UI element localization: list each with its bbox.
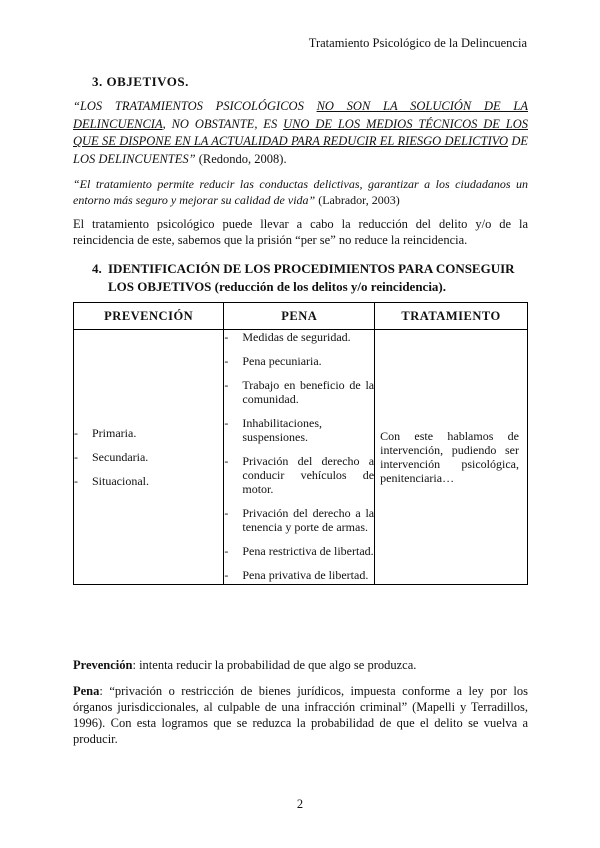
page-number: 2 [296, 797, 304, 811]
pena-list [224, 330, 374, 582]
list-item: - Privación del derecho a conducir vehículos de motor. [224, 454, 374, 496]
quote-source: (Redondo, 2008). [195, 151, 287, 166]
prevencion-cell [74, 330, 224, 585]
pena-definition [73, 683, 528, 747]
list-item: - Pena privativa de libertad. [224, 568, 374, 582]
header-pena: PENA [224, 303, 375, 330]
section-4-heading-line2: LOS OBJETIVOS (reducción de los delitos y/o reincidencia). [108, 278, 447, 294]
section-4-number: 4. [92, 261, 102, 276]
quote-underlined-2: UNO DE LOS MEDIOS TÉCNICOS DE LOS QUE SE DISPONE EN LA ACTUALIDAD PARA REDUCIR EL RIESGO DELICTIVO [73, 116, 528, 148]
prevencion-definition [73, 658, 416, 673]
list-item: - Pena pecuniaria. [224, 354, 374, 368]
list-item: - Medidas de seguridad. [224, 330, 374, 344]
header-prevencion: PREVENCIÓN [74, 303, 224, 330]
table-row [74, 330, 528, 585]
pena-cell [224, 330, 375, 585]
list-item: - Privación del derecho a la tenencia y porte de armas. [224, 506, 374, 534]
tratamiento-cell [375, 330, 528, 585]
procedures-table [73, 302, 528, 585]
header-tratamiento: TRATAMIENTO [375, 303, 528, 330]
pena-definition-text: : “privación o restricción de bienes jurídicos, impuesta conforme a ley por los órganos jurisdiccionales, al culpable de una infracción criminal” (Mapelli y Terradillos, 1996). Con esta logramos que se reduzca la probabilidad de que el delito se vuelva a producir. [73, 684, 528, 746]
quote-text-close: DE LOS DELINCUENTES” [73, 134, 529, 166]
objectives-paragraph: El tratamiento psicológico puede llevar a cabo la reducción del delito y/o de la reincidencia de este, sabemos que la prisión “per se” no reduce la reincidencia. [73, 217, 528, 247]
running-header: Tratamiento Psicológico de la Delincuencia [308, 36, 527, 50]
quote2-text: “El tratamiento permite reducir las conductas delictivas, garantizar a los ciudadanos un entorno más seguro y mejorar su calidad de vida” [73, 177, 528, 207]
list-item: - Trabajo en beneficio de la comunidad. [224, 378, 374, 406]
list-item: - Secundaria. [74, 450, 223, 464]
prevencion-term: Prevención [73, 658, 133, 672]
prevencion-list [74, 426, 223, 488]
quote2-source: (Labrador, 2003) [315, 193, 400, 207]
list-item: - Primaria. [74, 426, 223, 440]
pena-term: Pena [73, 684, 100, 698]
section-4-heading [92, 260, 528, 295]
section-4-heading-line1: IDENTIFICACIÓN DE LOS PROCEDIMIENTOS PARA CONSEGUIR [108, 261, 515, 276]
quote-text-mid: , NO OBSTANTE, ES [162, 116, 284, 131]
labrador-quote [73, 176, 528, 208]
list-item: - Pena restrictiva de libertad. [224, 544, 374, 558]
table-header-row [74, 303, 528, 330]
list-item: - Inhabilitaciones, suspensiones. [224, 416, 374, 444]
tratamiento-text: Con este hablamos de intervención, pudiendo ser intervención psicológica, penitenciaria… [380, 429, 519, 485]
redondo-quote [73, 98, 528, 168]
quote-underlined-1: NO SON LA SOLUCIÓN DE LA DELINCUENCIA [73, 99, 528, 131]
section-3-heading: 3. OBJETIVOS. [92, 74, 189, 89]
list-item: - Situacional. [74, 474, 223, 488]
prevencion-definition-text: : intenta reducir la probabilidad de que algo se produzca. [132, 658, 417, 672]
quote-text-open: “LOS TRATAMIENTOS PSICOLÓGICOS [73, 99, 317, 113]
